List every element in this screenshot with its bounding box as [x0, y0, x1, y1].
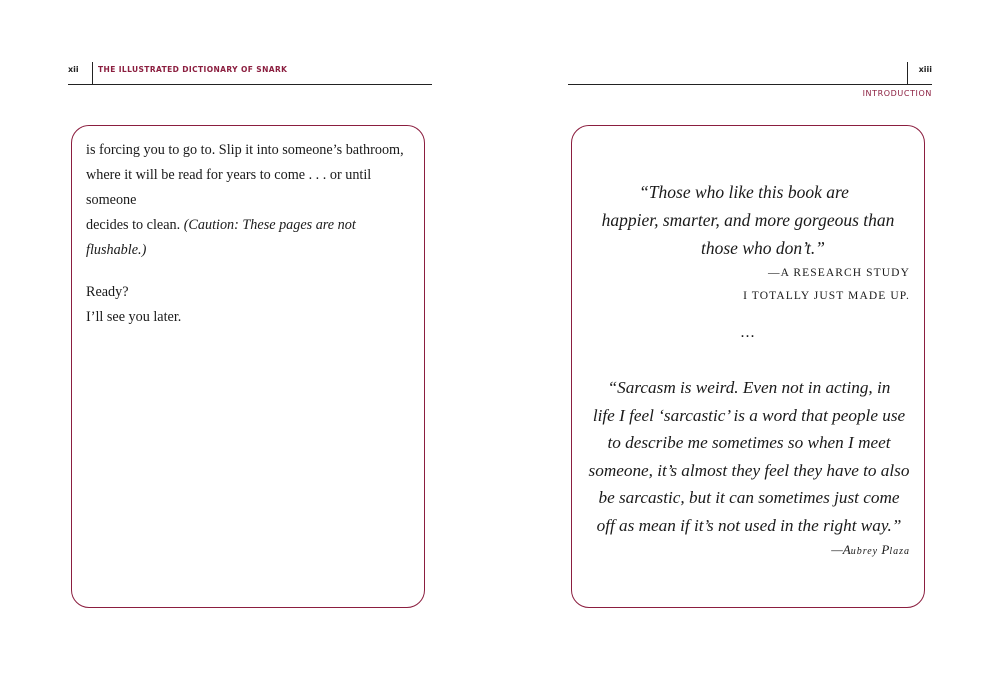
quote-line: those who don’t.”: [701, 238, 825, 258]
quote-aubrey-plaza: [582, 374, 916, 540]
right-page-frame: [571, 125, 925, 608]
quote2-attribution: [831, 542, 910, 558]
attribution-smallcaps: laza: [889, 546, 910, 557]
attribution-initial: P: [881, 542, 890, 557]
left-page-frame: [71, 125, 425, 608]
right-page-number: xiii: [918, 65, 932, 74]
quote-line: happier, smarter, and more gorgeous than: [601, 210, 895, 230]
book-running-title: THE ILLUSTRATED DICTIONARY OF SNARK: [98, 65, 288, 74]
quote-line: life I feel ‘sarcastic’ is a word that people use: [592, 405, 906, 425]
paragraph-line: where it will be read for years to come . . . or until someone: [86, 167, 372, 208]
quote-research-study: [572, 178, 924, 262]
attribution-dash: —: [831, 542, 843, 557]
attribution-smallcaps: ubrey: [850, 546, 879, 557]
paragraph-line-text: decides to clean.: [86, 217, 181, 233]
quote-line: “Those who like this book are: [639, 182, 849, 202]
right-header-divider: [907, 62, 908, 84]
paragraph-line: I’ll see you later.: [86, 309, 182, 325]
quote-line: someone, it’s almost they feel they have to also: [588, 460, 910, 480]
quote1-attribution-line: I TOTALLY JUST MADE UP.: [743, 290, 910, 302]
quote1-attribution-line: —A RESEARCH STUDY: [767, 267, 910, 279]
caution-note: (Caution: These pages are not flushable.): [86, 217, 356, 258]
quote-line: to describe me sometimes so when I meet: [607, 433, 891, 453]
section-label: INTRODUCTION: [862, 89, 932, 98]
paragraph-line: Ready?: [86, 284, 129, 300]
paragraph-line: [86, 213, 412, 263]
left-running-head: [68, 62, 432, 85]
quote-line: off as mean if it’s not used in the right way.”: [596, 515, 902, 535]
attribution-initial: A: [842, 542, 851, 557]
quote-line: “Sarcasm is weird. Even not in acting, in: [607, 378, 891, 397]
left-page-number: xii: [68, 65, 79, 74]
quote-line: be sarcastic, but it can sometimes just come: [598, 488, 900, 508]
section-separator: ...: [740, 324, 756, 341]
paragraph-line: is forcing you to go to. Slip it into someone’s bathroom,: [86, 142, 404, 158]
left-page-body: [86, 138, 412, 330]
right-running-head: [568, 62, 932, 85]
left-header-divider: [92, 62, 93, 84]
